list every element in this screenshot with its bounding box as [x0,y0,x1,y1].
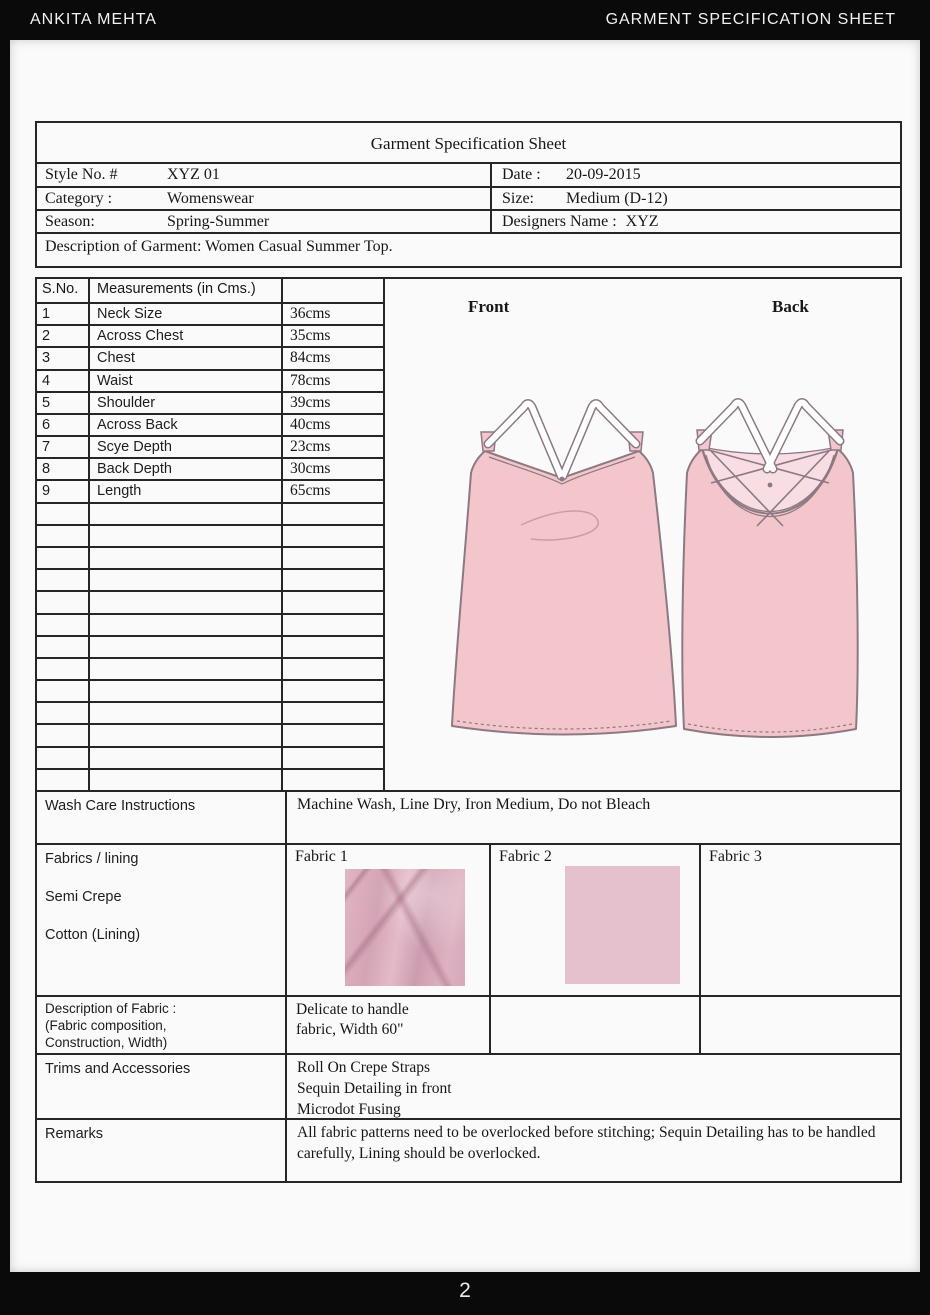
empty-measurement-row [37,768,383,790]
empty-measurement-row [37,502,383,524]
spec-sheet [35,121,902,1183]
measurement-row: 5 Shoulder 39cms [37,391,383,413]
measurements-header-row [37,279,383,302]
measurement-row: 4 Waist 78cms [37,369,383,391]
empty-measurement-row [37,701,383,723]
wash-care-value: Machine Wash, Line Dry, Iron Medium, Do not Bleach [297,796,651,813]
measurement-row: 8 Back Depth 30cms [37,457,383,479]
front-view-label: Front [468,297,510,316]
header-info-table [35,121,902,268]
date-value: 20-09-2015 [566,166,641,183]
remarks-value: All fabric patterns need to be overlocked before stitching; Sequin Detailing has to be handled carefully, Lining should be overlocked. [297,1124,876,1162]
brand-text: ANKITA MEHTA [30,11,157,28]
fabric-description-empty-cell [701,997,900,1053]
style-no-label: Style No. # [45,166,118,183]
fabric2-cell [491,845,701,995]
style-date-row [37,162,900,186]
header-doc-title: GARMENT SPECIFICATION SHEET [605,11,896,28]
style-no-value: XYZ 01 [167,166,220,183]
document-page [10,40,920,1272]
season-designer-row [37,209,900,232]
fabric3-cell [701,845,900,995]
fabrics-label-cell [37,845,287,995]
trims-row [35,1053,902,1120]
trims-label: Trims and Accessories [37,1055,287,1118]
designer-value: XYZ [625,213,659,230]
empty-measurement-row [37,524,383,546]
remarks-label: Remarks [37,1120,287,1181]
season-value: Spring-Summer [167,213,270,230]
empty-measurement-row [37,657,383,679]
fabric1-label: Fabric 1 [295,848,348,865]
empty-measurement-row [37,568,383,590]
measurement-row: 3 Chest 84cms [37,346,383,368]
empty-measurement-row [37,635,383,657]
empty-measurement-row [37,590,383,612]
empty-measurement-row [37,546,383,568]
sheet-title: Garment Specification Sheet [370,134,567,153]
wash-care-label: Wash Care Instructions [37,792,287,843]
season-label: Season: [45,213,95,230]
measurement-row: 6 Across Back 40cms [37,413,383,435]
measurement-row: 2 Across Chest 35cms [37,324,383,346]
fabric1-swatch [345,869,465,986]
size-label: Size: [502,190,534,207]
empty-measurement-row [37,613,383,635]
trims-value: Roll On Crepe Straps Sequin Detailing in front Microdot Fusing [297,1059,452,1118]
fabric2-label: Fabric 2 [499,848,552,865]
category-label: Category : [45,190,113,207]
category-size-row [37,186,900,209]
garment-sketch-panel [383,277,902,792]
measurements-header: Measurements (in Cms.) [88,279,281,302]
fabric-description-label: Description of Fabric : (Fabric composition, Construction, Width) [37,997,287,1053]
size-value: Medium (D-12) [566,190,668,207]
fabric-description-empty-cell [491,997,701,1053]
category-value: Womenswear [167,190,254,207]
date-label: Date : [502,166,541,183]
fabrics-label: Fabrics / lining [45,851,139,867]
sno-header: S.No. [42,281,79,297]
fabric2-swatch [565,866,680,984]
garment-description: Description of Garment: Women Casual Summer Top. [37,232,900,266]
front-sketch [452,404,676,735]
measurements-table [35,277,385,792]
fabric-name: Semi Crepe [45,889,122,905]
designer-label: Designers Name : [502,213,617,230]
measurement-row: 7 Scye Depth 23cms [37,435,383,457]
top-header-bar [0,0,930,40]
lining-name: Cotton (Lining) [45,927,141,943]
back-view-label: Back [772,297,809,316]
measurement-row: 1 Neck Size 36cms [37,302,383,324]
remarks-row [35,1118,902,1183]
fabric1-cell [287,845,491,995]
wash-care-row [35,790,902,845]
fabric-description-value: Delicate to handle fabric, Width 60" [287,997,491,1053]
empty-measurement-row [37,679,383,701]
page-number: 2 [459,1279,471,1302]
garment-flat-sketch [385,279,900,790]
fabrics-row [35,843,902,997]
measurement-row: 9 Length 65cms [37,479,383,501]
empty-measurement-row [37,746,383,768]
empty-measurement-row [37,723,383,745]
fabric3-label: Fabric 3 [709,848,762,865]
fabric-description-row [35,995,902,1055]
back-sketch [682,403,857,738]
